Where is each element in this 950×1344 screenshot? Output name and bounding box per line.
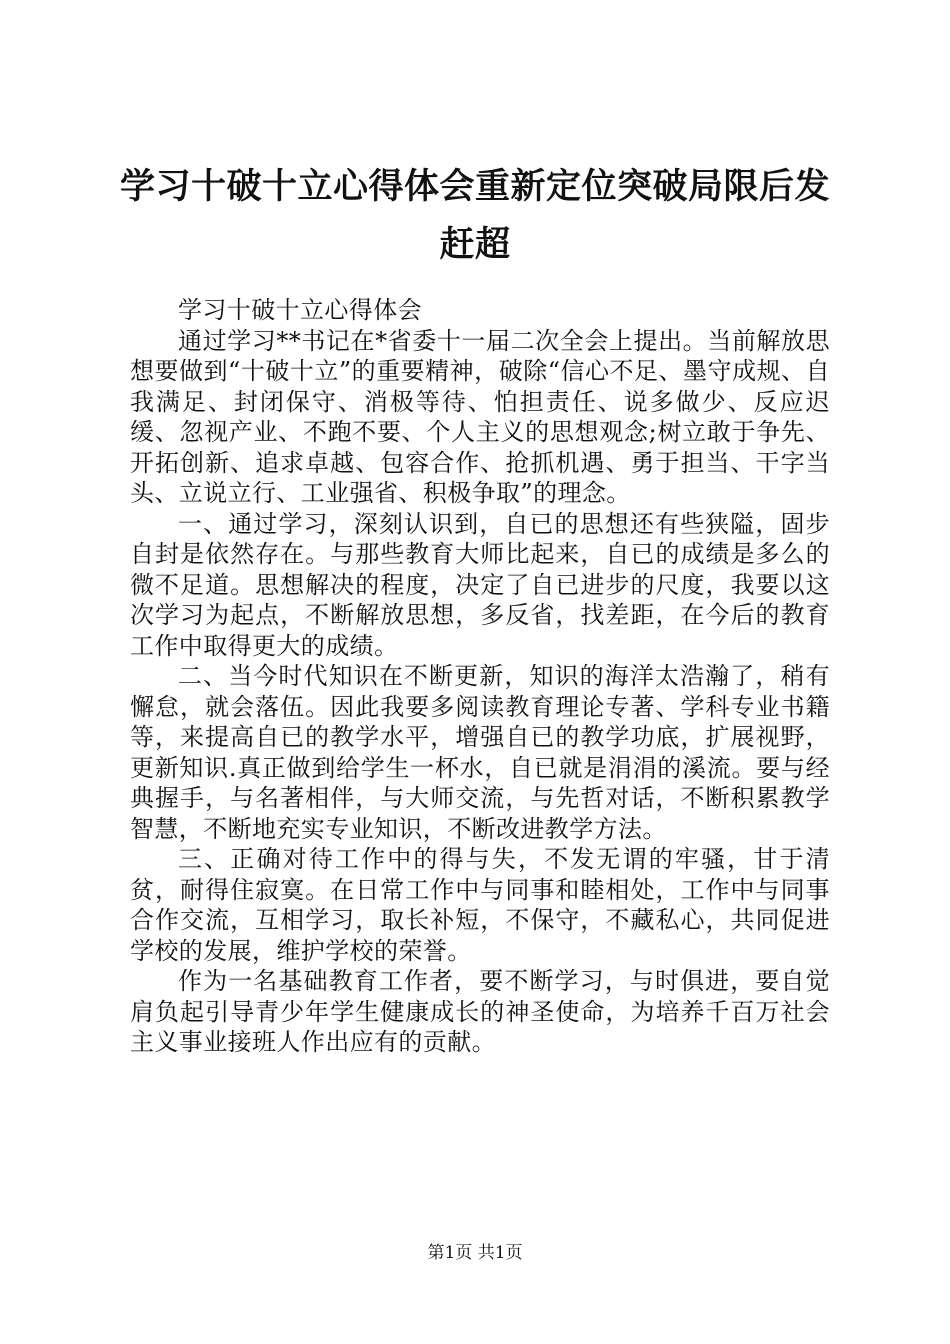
body-paragraph: 二、当今时代知识在不断更新，知识的海洋太浩瀚了，稍有懈怠，就会落伍。因此我要多阅读教育理论专著、学科专业书籍等，来提高自已的教学水平，增强自已的教学功底，扩展视野，更新知识.真正做到给学生一杯水，自已就是涓涓的溪流。要与经典握手，与名著相伴，与大师交流，与先哲对话，不断积累教学智慧，不断地充实专业知识，不断改进教学方法。 <box>130 662 830 843</box>
page-number-footer: 第1页 共1页 <box>427 1243 523 1263</box>
document-title: 学习十破十立心得体会重新定位突破局限后发赶超 <box>119 166 830 265</box>
body-paragraph: 三、正确对待工作中的得与失，不发无谓的牢骚，甘于清贫，耐得住寂寞。在日常工作中与同事和睦相处，工作中与同事合作交流，互相学习，取长补短，不保守，不藏私心，共同促进学校的发展，维护学校的荣誉。 <box>130 845 830 965</box>
body-paragraph: 一、通过学习，深刻认识到，自已的思想还有些狭隘，固步自封是依然存在。与那些教育大师比起来，自已的成绩是多么的微不足道。思想解决的程度，决定了自已进步的尺度，我要以这次学习为起点，不断解放思想，多反省，找差距，在今后的教育工作中取得更大的成绩。 <box>130 509 830 660</box>
body-paragraph: 通过学习**书记在*省委十一届二次全会上提出。当前解放思想要做到“十破十立”的重要精神，破除“信心不足、墨守成规、自我满足、封闭保守、消极等待、怕担责任、说多做少、反应迟缓、忽视产业、不跑不要、个人主义的思想观念;树立敢于争先、开拓创新、追求卓越、包容合作、抢抓机遇、勇于担当、干字当头、立说立行、工业强省、积极争取”的理念。 <box>130 326 830 507</box>
body-paragraph: 作为一名基础教育工作者，要不断学习，与时俱进，要自觉肩负起引导青少年学生健康成长的神圣使命，为培养千百万社会主义事业接班人作出应有的贡献。 <box>130 967 830 1056</box>
document-body <box>130 295 830 1058</box>
subtitle-paragraph: 学习十破十立心得体会 <box>178 296 422 324</box>
